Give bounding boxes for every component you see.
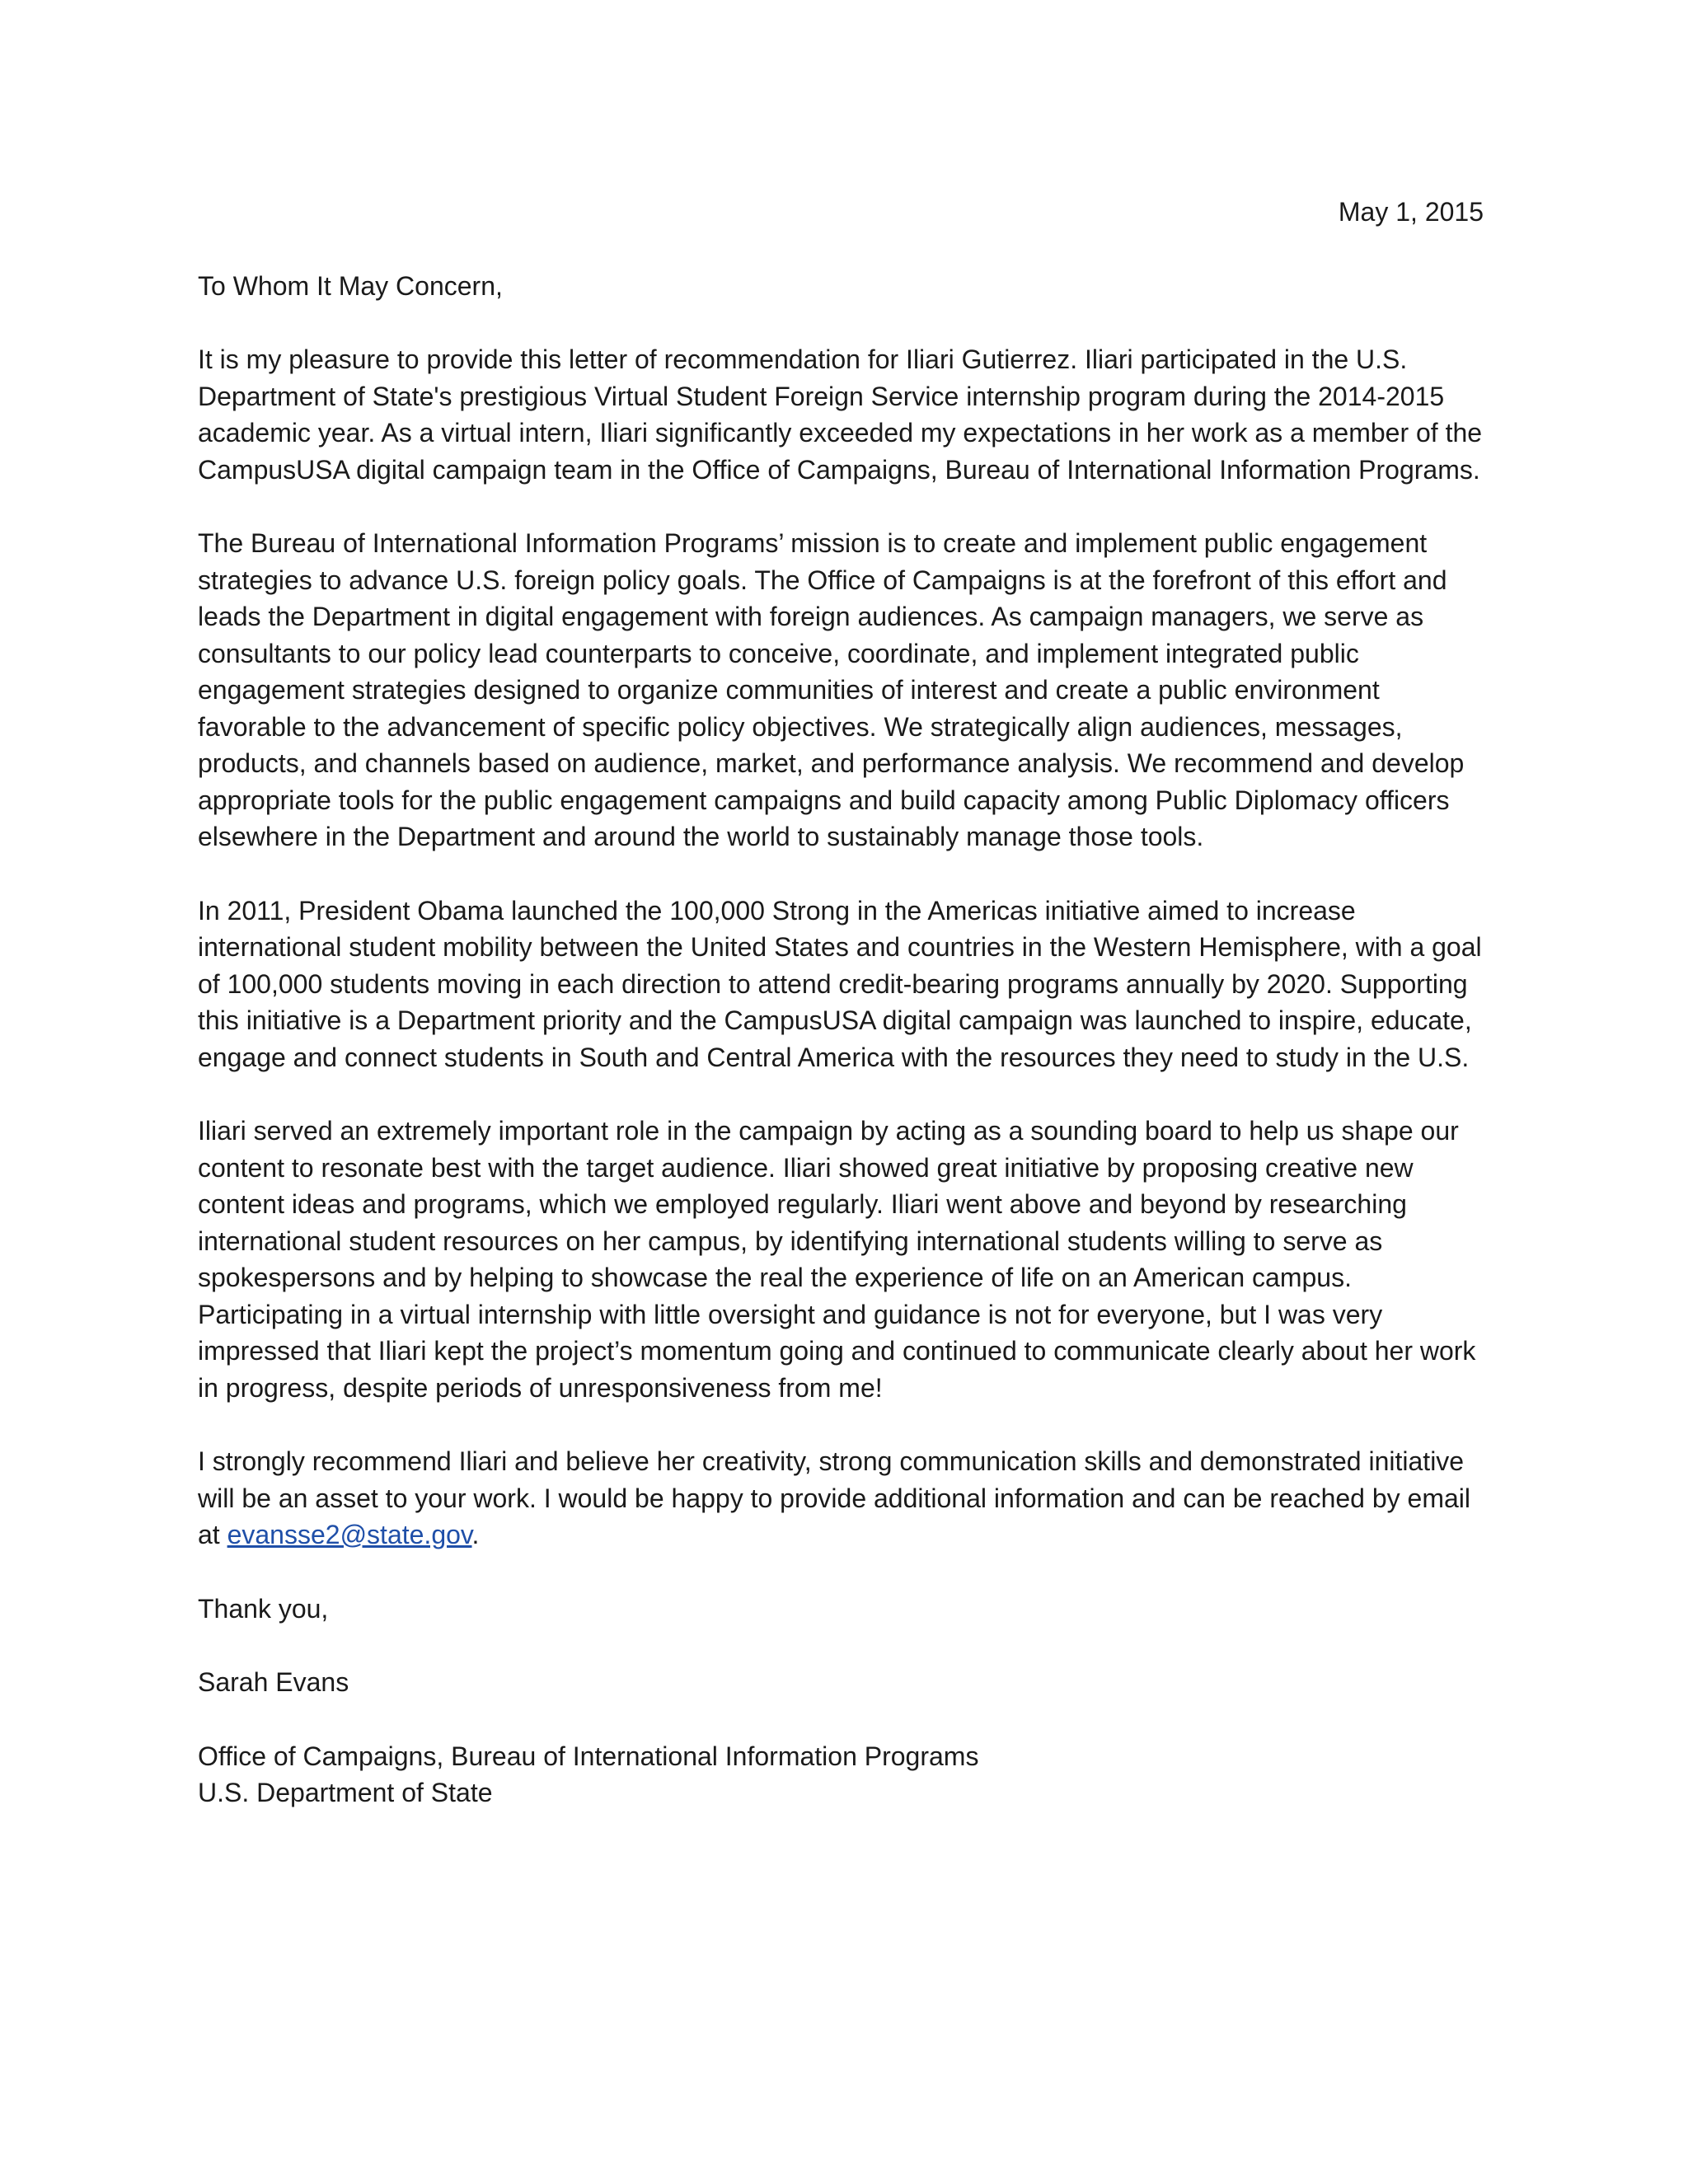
letter-date: May 1, 2015 (1338, 197, 1484, 227)
recommendation-period: . (471, 1520, 480, 1549)
paragraph-intern-contributions: Iliari served an extremely important role in the campaign by acting as a sounding board to help us shape our content to resonate best with the target audience. Iliari showed great initiative by proposing creative new content ideas and programs, which we employed regularly. Iliari went above and beyond by researching international student resources on her campus, by identifying international students willing to serve as spokespersons and by helping to showcase the real the experience of life on an American campus. Participating in a virtual internship with little oversight and guidance is not for everyone, but I was very impressed that Iliari kept the project’s momentum going and continued to communicate clearly about her work in progress, despite periods of unresponsiveness from me! (198, 1116, 1476, 1403)
office-line-2: U.S. Department of State (198, 1778, 493, 1807)
paragraph-recommendation (198, 1443, 1484, 1554)
signer-name: Sarah Evans (198, 1667, 349, 1697)
paragraph-100k-strong-initiative: In 2011, President Obama launched the 100,000 Strong in the Americas initiative aimed to increase international student mobility between the United States and countries in the Western Hemisphere, with a goal of 100,000 students moving in each direction to attend credit-bearing programs annually by 2020. Supporting this initiative is a Department priority and the CampusUSA digital campaign was launched to inspire, educate, engage and connect students in South and Central America with the resources they need to study in the U.S. (198, 895, 1482, 1072)
paragraph-bureau-mission: The Bureau of International Information Programs’ mission is to create and implement public engagement strategies to advance U.S. foreign policy goals. The Office of Campaigns is at the forefront of this effort and leads the Department in digital engagement with foreign audiences. As campaign managers, we serve as consultants to our policy lead counterparts to conceive, coordinate, and implement integrated public engagement strategies designed to organize communities of interest and create a public environment favorable to the advancement of specific policy objectives. We strategically align audiences, messages, products, and channels based on audience, market, and performance analysis. We recommend and develop appropriate tools for the public engagement campaigns and build capacity among Public Diplomacy officers elsewhere in the Department and around the world to sustainably manage those tools. (198, 528, 1465, 851)
office-line-1: Office of Campaigns, Bureau of International Information Programs (198, 1741, 979, 1771)
email-link[interactable]: evansse2@state.gov (227, 1520, 472, 1549)
recommendation-text: I strongly recommend Iliari and believe her creativity, strong communication skills and demonstrated initiative will be an asset to your work. I would be happy to provide additional information and can be reached by email at (198, 1446, 1471, 1549)
signature-block (198, 1591, 1484, 1701)
closing-thanks: Thank you, (198, 1593, 329, 1624)
salutation: To Whom It May Concern, (198, 270, 503, 301)
letter-body (198, 194, 1484, 1811)
paragraph-introduction: It is my pleasure to provide this letter of recommendation for Iliari Gutierrez. Iliari participated in the U.S. Department of State's prestigious Virtual Student Foreign Service internship program during the 2014-2015 academic year. As a virtual intern, Iliari significantly exceeded my expectations in her work as a member of the CampusUSA digital campaign team in the Office of Campaigns, Bureau of International Information Programs. (198, 344, 1483, 485)
